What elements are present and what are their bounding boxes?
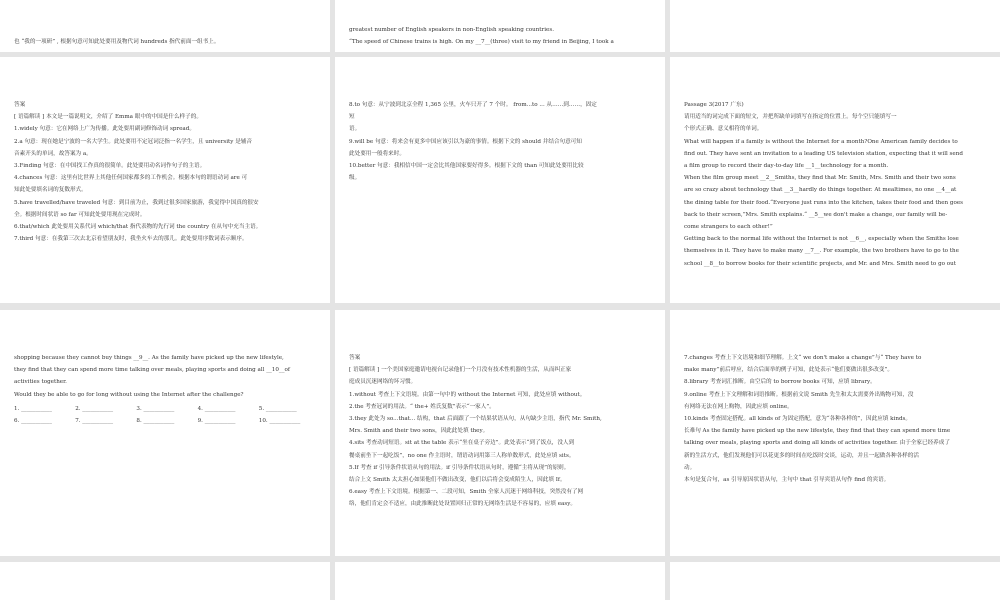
page-text	[684, 310, 986, 486]
text-line: they find that they can spend more time talking over meals, playing sports and doing all __10__of	[14, 367, 290, 374]
text-line: are so crazy about technology that __3__hardly do things together. At mealtimes, no one __4__at	[684, 187, 957, 194]
text-line: 10.kinds 考查固定搭配。all kinds of 为固定搭配，意为“各种各样的”，因此应填 kinds。	[684, 416, 911, 423]
text-line: 音素开头的单词，故答案为 a。	[14, 150, 92, 157]
document-page	[335, 0, 665, 52]
text-line: 3.they 此处为 so...that... 结构，that 后面跟了一个结果状语从句，从句缺少主语，指代 Mr. Smith,	[349, 416, 602, 423]
text-line: themselves in it. They have to make many __7__. For example, the two brothers have to go to the	[684, 248, 959, 255]
text-line: 餐桌前坐下一起吃饭”，no one 作主语时，谓语动词用第三人称单数形式，此处应填 sits。	[349, 452, 575, 459]
text-line: shopping because they cannot buy things __9__. As the family have picked up the new lifestyle,	[14, 355, 284, 361]
answer-blank: 5. ___________	[258, 405, 297, 412]
text-line: 此处要用一般将来时。	[349, 150, 405, 157]
answer-blank: 4. ___________	[197, 405, 236, 412]
text-line: 7.changes 考查上下文语境和细节理解。上文“ we don't make a change”与“ They have to	[684, 355, 922, 361]
document-page	[670, 562, 1000, 600]
text-line: come strangers to each other!”	[684, 224, 773, 231]
text-line: “The speed of Chinese trains is high. On my __7__(three) visit to my friend in Beijing, I took a	[349, 38, 614, 45]
page-text	[349, 57, 651, 184]
text-line: 请用适当的词完成下面的短文，并把所缺单词填写在指定的位置上。每个空只能填写一	[684, 114, 897, 121]
text-line: 2.the 考查冠词的用法。“ the+ 姓氏复数”表示“一家人”。	[349, 403, 495, 410]
text-line: make many”前后呼应，结合后面举的例子可知，此处表示“他们要做出很多改变”。	[684, 367, 893, 374]
text-line: [ 语篇解读 ] 本文是一篇说明文，介绍了 Emma 眼中的中国是什么样子的。	[14, 114, 202, 121]
text-line: 8.library 考查词汇推断。由空后的 to borrow books 可知，应填 library。	[684, 379, 876, 386]
text-line: 动。	[684, 464, 696, 471]
text-line: 也 “我的一项研” , 根据句意可知此处要用及物代词 hundreds 指代前面一组书上。	[14, 38, 220, 45]
text-line: 庭成员沉迷网络的坏习惯。	[349, 379, 417, 386]
document-page	[335, 310, 665, 556]
text-line: 4.sits 考查动词短语。sit at the table 表示“坐在桌子旁边”。此处表示“到了饭点，没人到	[349, 440, 575, 447]
text-line: 新的生活方式，他们发现他们可以花更多的时间在吃饭时交谈，运动，并且一起做各种各样的活	[684, 452, 919, 459]
text-line: 3.Finding 句意：在中国找工作真的很简单。此处要用动名词作句子的主语。	[14, 163, 206, 170]
text-line: 10.better 句意：我相信中国一定会比其他国家要好得多。根据下文的 than 可知此处要用比较	[349, 163, 584, 170]
text-line: 知此处要填名词的复数形式。	[14, 187, 87, 194]
page-text	[14, 57, 316, 245]
document-page	[670, 310, 1000, 556]
text-line: 5.If 考查 if 引导条件状语从句的用法。if 引导条件状语从句时，遵循“主将从现”的原则。	[349, 464, 570, 471]
page-text	[684, 57, 986, 270]
text-line: back to their screen,”Mrs. Smith explains.“ __5__we don't make a change, our family will be-	[684, 211, 948, 218]
answer-blank: 6. ___________	[14, 418, 52, 425]
text-line: 1.without 考查上下文语境。由第一句中的 without the Internet 可知，此处应填 without。	[349, 391, 586, 398]
page-text	[349, 0, 651, 48]
text-line: Mrs. Smith and their two sons，因此此处填 they。	[349, 428, 489, 435]
document-page	[0, 57, 330, 303]
text-line: When the film group meet __2__Smiths, they find that Mr. Smith, Mrs. Smith and their two sons	[684, 175, 956, 182]
text-line: 2.a 句意：现在她是宁波的一名大学生。此处要用不定冠词泛指一名学生，且 university 是辅音	[14, 138, 252, 145]
text-line: Would they be able to go for long without using the Internet after the challenge?	[14, 391, 244, 398]
document-page	[670, 0, 1000, 52]
text-line: 1.widely 句意：它在网络上广为传播。此处要用副词修饰动词 spread。	[14, 126, 195, 133]
answer-blank: 7. ___________	[75, 418, 114, 425]
text-line: 5.have travelled/have traveled 句意：到目前为止，我到过很多国家旅游，我觉得中国真的很安	[14, 199, 259, 206]
text-line: 有网络无法在网上购物，因此应填 online。	[684, 403, 793, 410]
answer-blank: 3. ___________	[136, 405, 175, 412]
text-line: find out. They have sent an invitation to a leading US television station, expecting that it will send	[684, 150, 963, 157]
text-line: 7.third 句意：在我第三次去北京看望朋友时，我坐火车去的那儿。此处要用序数词表示顺序。	[14, 236, 248, 243]
text-line: 短	[349, 114, 355, 121]
text-line: 全。根据时间状语 so far 可知此处要用现在完成时。	[14, 211, 146, 218]
text-line: 4.chances 句意：这里有比世界上其他任何国家都多的工作机会。根据本句的谓语动词 are 可	[14, 175, 248, 182]
document-page	[335, 57, 665, 303]
page-text	[14, 0, 316, 48]
text-line: 6.that/which 此处要用关系代词 which/that 指代表物的先行词 the country 在从句中充当主语。	[14, 224, 262, 231]
text-line: 本句是复合句，as 引导原因状语从句，主句中 that 引导宾语从句作 find 的宾语。	[684, 477, 890, 484]
text-line: 结合上文 Smith 太太担心如果他们不做出改变，他们以后将会变成陌生人，因此填 If。	[349, 477, 566, 484]
text-line: 9.will be 句意：将来会有更多中国应该引以为豪的事情。根据下文的 should 并结合句意可知	[349, 138, 582, 145]
text-line: 6.easy 考查上下文语境。根据第一、二段可知，Smith 全家人沉迷于网络科技，突然没有了网	[349, 489, 584, 496]
document-page	[0, 562, 330, 600]
document-page	[0, 310, 330, 556]
text-line: 8.to 句意：从宁波到北京全程 1,365 公里，火车只开了 7 个时。 from...to ... 从……到……，固定	[349, 102, 597, 108]
answer-blank: 9. ___________	[197, 418, 236, 425]
answer-blank: 8. ___________	[136, 418, 175, 425]
text-line: [ 语篇解读 ] 一个美国家庭邀请电视台记录他们一个月没有技术性机器的生活，从而纠正家	[349, 367, 572, 374]
text-line: Getting back to the normal life without the Internet is not __6__, especially when the Smiths lose	[684, 236, 959, 243]
passage-title: Passage 3(2017 广东)	[684, 102, 744, 108]
text-line: 长难句 As the family have picked up the new lifestyle, they find that they can spend more time	[684, 428, 951, 435]
document-page	[0, 0, 330, 52]
answer-heading: 答案	[349, 355, 361, 361]
text-line: a film group to record their day-to-day life __1__technology for a month.	[684, 163, 889, 170]
text-line: 络，他们肯定会不适应，由此推断此处设置回归正常的无网络生活是不容易的，应填 easy。	[349, 501, 577, 508]
text-line: greatest number of English speakers in non-English speaking countries.	[349, 26, 554, 33]
answer-blank: 10. ___________	[258, 418, 301, 425]
text-line: 语。	[349, 126, 361, 133]
document-page	[670, 57, 1000, 303]
answer-blank: 1. ___________	[14, 405, 52, 412]
page-text	[349, 310, 651, 511]
text-line: 9.online 考查上下文理解和词语推断。根据前文说 Smith 先生和太太需要外出购物可知，没	[684, 391, 914, 398]
text-line: talking over meals, playing sports and doing all kinds of activities together. 由于全家已经养成了	[684, 440, 950, 447]
text-line: 级。	[349, 175, 361, 182]
text-line: the dining table for their food.“Everyone just runs into the kitchen, takes their food and then goes	[684, 199, 964, 206]
answer-blank: 2. ___________	[75, 405, 114, 412]
text-line: school __8__to borrow books for their scientific projects, and Mr. and Mrs. Smith need to go out	[684, 260, 957, 267]
text-line: 个形式正确、意义相符的单词。	[684, 126, 763, 133]
text-line: What will happen if a family is without the Internet for a month?One American family decides to	[684, 138, 958, 145]
answer-blanks	[14, 403, 316, 427]
page-text	[14, 310, 316, 427]
document-page	[335, 562, 665, 600]
answer-heading: 答案	[14, 102, 26, 108]
text-line: activities together.	[14, 379, 67, 386]
